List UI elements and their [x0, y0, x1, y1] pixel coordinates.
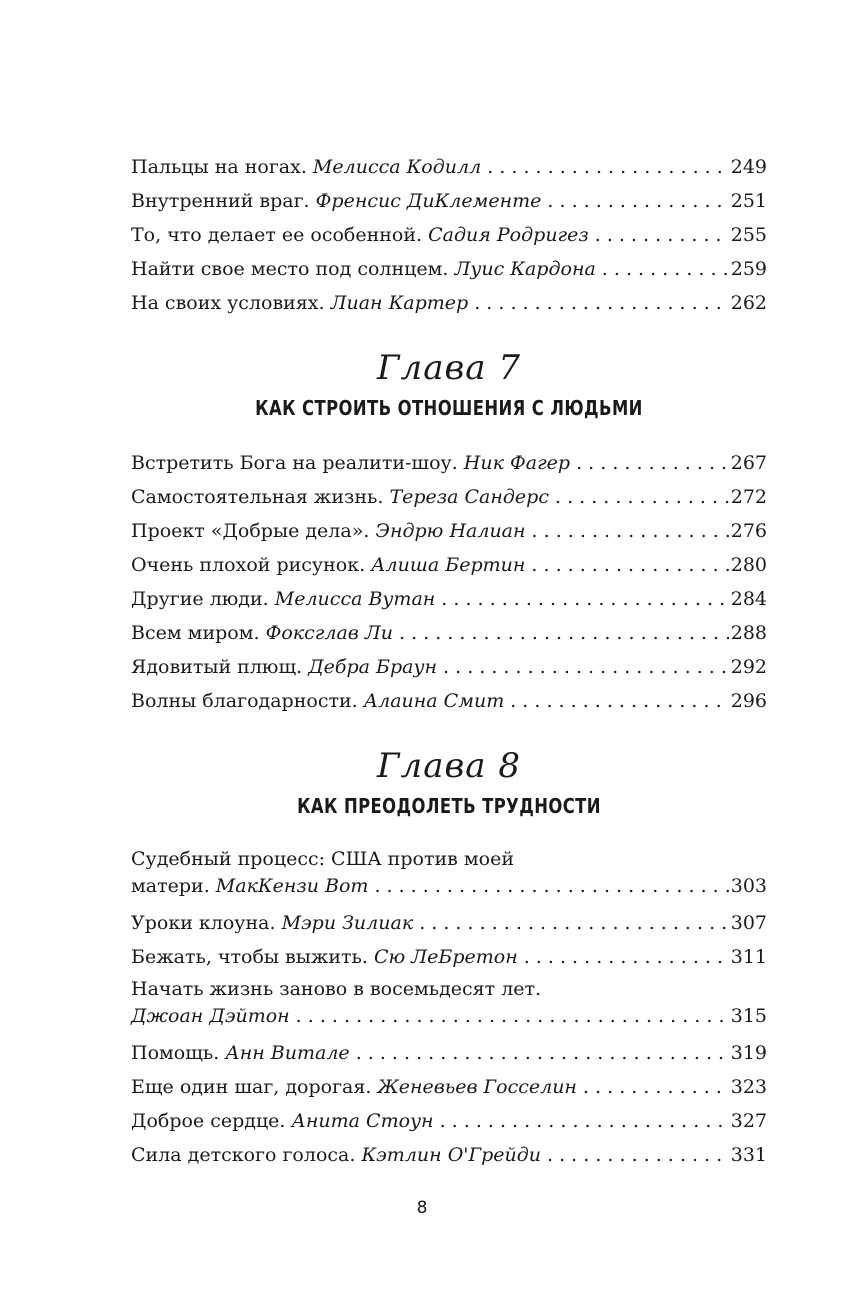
- entry-page: 292: [730, 656, 767, 678]
- dot-leader: [443, 650, 729, 684]
- toc-section-chapter-8: [131, 844, 767, 1172]
- chapter-title: КАК ПРЕОДОЛЕТЬ ТРУДНОСТИ: [297, 794, 601, 818]
- dot-leader: [356, 1036, 729, 1070]
- entry-title: Волны благодарности.: [131, 690, 358, 712]
- chapter-8-heading: [131, 746, 767, 822]
- dot-leader: [602, 252, 729, 286]
- entry-author: Дебра Браун: [308, 656, 438, 678]
- entry-page: 272: [730, 486, 767, 508]
- toc-entry[interactable]: [131, 684, 767, 718]
- dot-leader: [531, 548, 728, 582]
- dot-leader: [419, 906, 729, 940]
- entry-page: 323: [730, 1076, 767, 1098]
- entry-author: МакКензи Вот: [215, 875, 369, 897]
- dot-leader: [555, 480, 729, 514]
- chapter-label: Глава 8: [377, 746, 521, 786]
- toc-entry[interactable]: [131, 844, 767, 906]
- toc-entry[interactable]: [131, 1138, 767, 1172]
- entry-author: Мэри Зилиак: [281, 912, 414, 934]
- entry-title-line1: Начать жизнь заново в восемьдесят лет.: [131, 978, 542, 1000]
- entry-page: 311: [730, 946, 767, 968]
- dot-leader: [595, 218, 729, 252]
- entry-page: 307: [730, 912, 767, 934]
- entry-title: Найти свое место под солнцем.: [131, 258, 449, 280]
- entry-title: Бежать, чтобы выжить.: [131, 946, 368, 968]
- entry-author: Мелисса Вутан: [274, 588, 436, 610]
- entry-title: Встретить Бога на реалити-шоу.: [131, 452, 458, 474]
- entry-page: 280: [730, 554, 767, 576]
- entry-title: Помощь.: [131, 1042, 220, 1064]
- toc-entry[interactable]: [131, 480, 767, 514]
- entry-author: Ник Фагер: [463, 452, 571, 474]
- dot-leader: [547, 184, 728, 218]
- toc-entry[interactable]: [131, 548, 767, 582]
- toc-section-top: [131, 150, 767, 320]
- entry-page: 319: [730, 1042, 767, 1064]
- dot-leader: [374, 872, 728, 900]
- entry-author: Джоан Дэйтон: [131, 1005, 290, 1027]
- dot-leader: [441, 582, 728, 616]
- entry-title: матери.: [131, 875, 210, 897]
- entry-page: 267: [730, 452, 767, 474]
- entry-title: На своих условиях.: [131, 292, 325, 314]
- toc-entry[interactable]: [131, 514, 767, 548]
- entry-page: 259: [730, 258, 767, 280]
- toc-entry[interactable]: [131, 286, 767, 320]
- entry-page: 315: [730, 1005, 767, 1027]
- toc-entry[interactable]: [131, 446, 767, 480]
- chapter-7-heading: [131, 348, 767, 424]
- toc-entry[interactable]: [131, 940, 767, 974]
- dot-leader: [524, 940, 729, 974]
- toc-entry[interactable]: [131, 218, 767, 252]
- entry-title: Всем миром.: [131, 622, 260, 644]
- toc-entry[interactable]: [131, 252, 767, 286]
- entry-author: Фоксглав Ли: [265, 622, 393, 644]
- entry-page: 303: [730, 875, 767, 897]
- entry-author: Анита Стоун: [291, 1110, 434, 1132]
- entry-page: 276: [730, 520, 767, 542]
- page-number: 8: [416, 1198, 428, 1218]
- dot-leader: [399, 616, 729, 650]
- entry-author: Женевьев Госселин: [377, 1076, 577, 1098]
- entry-page: 296: [730, 690, 767, 712]
- dot-leader: [296, 1002, 729, 1030]
- toc-entry[interactable]: [131, 906, 767, 940]
- dot-leader: [487, 150, 729, 184]
- entry-author: Луис Кардона: [454, 258, 596, 280]
- toc-entry[interactable]: [131, 1104, 767, 1138]
- toc-entry[interactable]: [131, 1036, 767, 1070]
- entry-author: Сю ЛеБретон: [373, 946, 518, 968]
- entry-author: Лиан Картер: [330, 292, 469, 314]
- entry-title: Проект «Добрые дела».: [131, 520, 370, 542]
- table-of-contents: [131, 150, 767, 1172]
- chapter-label: Глава 7: [377, 348, 521, 388]
- entry-title: Другие люди.: [131, 588, 269, 610]
- entry-title: Пальцы на ногах.: [131, 156, 307, 178]
- entry-author: Мелисса Кодилл: [312, 156, 482, 178]
- chapter-title: КАК СТРОИТЬ ОТНОШЕНИЯ С ЛЮДЬМИ: [255, 396, 643, 420]
- dot-leader: [583, 1070, 729, 1104]
- toc-entry[interactable]: [131, 150, 767, 184]
- toc-entry[interactable]: [131, 974, 767, 1036]
- entry-title: Доброе сердце.: [131, 1110, 286, 1132]
- dot-leader: [547, 1138, 729, 1172]
- entry-page: 255: [730, 224, 767, 246]
- entry-author: Френсис ДиКлементе: [315, 190, 542, 212]
- toc-entry[interactable]: [131, 616, 767, 650]
- entry-author: Эндрю Налиан: [375, 520, 526, 542]
- entry-title: Самостоятельная жизнь.: [131, 486, 384, 508]
- entry-author: Кэтлин О'Грейди: [361, 1144, 542, 1166]
- toc-entry[interactable]: [131, 582, 767, 616]
- entry-author: Алиша Бертин: [371, 554, 526, 576]
- entry-title: Еще один шаг, дорогая.: [131, 1076, 372, 1098]
- dot-leader: [510, 684, 729, 718]
- toc-entry[interactable]: [131, 184, 767, 218]
- entry-author: Тереза Сандерс: [389, 486, 549, 508]
- toc-entry[interactable]: [131, 650, 767, 684]
- entry-author: Садия Родригез: [428, 224, 589, 246]
- toc-section-chapter-7: [131, 446, 767, 718]
- entry-page: 262: [730, 292, 767, 314]
- entry-title: То, что делает ее особенной.: [131, 224, 423, 246]
- entry-page: 331: [730, 1144, 767, 1166]
- entry-author: Алаина Смит: [363, 690, 505, 712]
- dot-leader: [532, 514, 729, 548]
- entry-author: Анн Витале: [225, 1042, 350, 1064]
- dot-leader: [474, 286, 729, 320]
- entry-title: Очень плохой рисунок.: [131, 554, 366, 576]
- entry-page: 249: [730, 156, 767, 178]
- entry-page: 327: [730, 1110, 767, 1132]
- entry-page: 288: [730, 622, 767, 644]
- dot-leader: [440, 1104, 729, 1138]
- dot-leader: [576, 446, 729, 480]
- entry-title: Ядовитый плющ.: [131, 656, 303, 678]
- entry-page: 251: [730, 190, 767, 212]
- entry-title: Внутренний враг.: [131, 190, 310, 212]
- entry-title-line1: Судебный процесс: США против моей: [131, 848, 514, 870]
- entry-title: Уроки клоуна.: [131, 912, 276, 934]
- entry-page: 284: [730, 588, 767, 610]
- toc-entry[interactable]: [131, 1070, 767, 1104]
- entry-title: Сила детского голоса.: [131, 1144, 356, 1166]
